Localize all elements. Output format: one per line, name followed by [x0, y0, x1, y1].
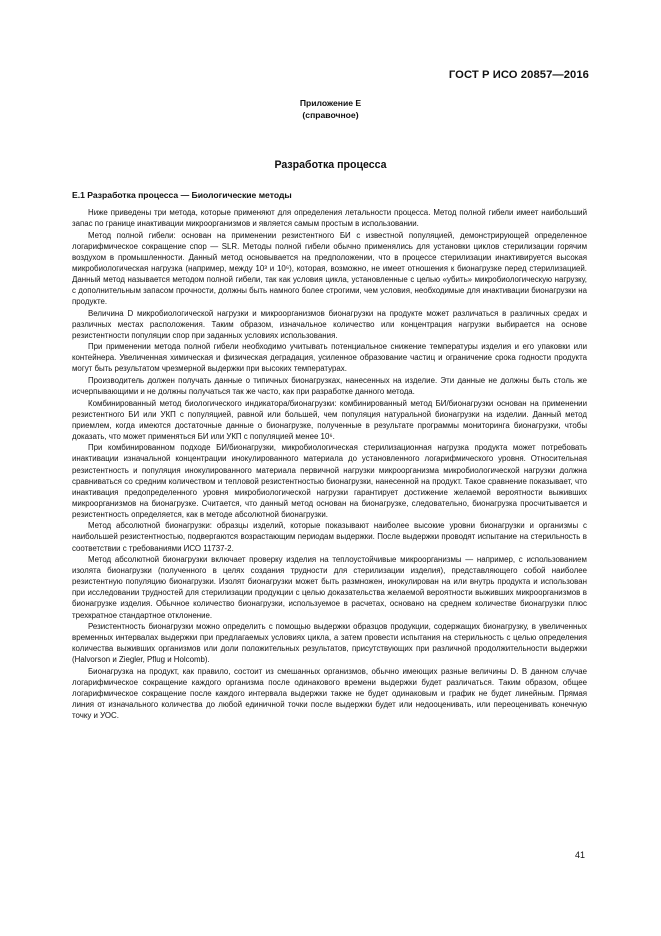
- paragraph: Комбинированный метод биологического индикатора/бионагрузки: комбинированный метод БИ/бионагрузки основан на применении резистентного БИ или УКП с популяцией, равной или большей, чем популяция натуральной бионагрузки на изделии. Данный метод приемлем, когда имеются достаточные данные о бионагрузке, полученные в результате программы мониторинга бионагрузки, чтобы доказать, что может применяться БИ или УКП с популяцией менее 10⁶.: [72, 398, 587, 441]
- annex-title: Приложение Е: [299, 98, 362, 108]
- paragraph: Метод полной гибели: основан на применении резистентного БИ с известной популяцией, демонстрирующей определенное логарифмическое сокращение спор — SLR. Методы полной гибели обычно применялись для установки циклов стерилизации горячим воздухом в промышленности. Данный метод основывается на предположении, что в процессе стерилизации инактивируется высокая микробиологическая нагрузка (например, между 10³ и 10⁶), которая, возможно, не имеет отношения к бионагрузке перед стерилизацией. Данный метод называется методом полной гибели, так как условия цикла, установленные с целью «убить» микробиологическую нагрузку, с дополнительным запасом прочности, должны быть намного более строгими, чем условия, необходимые для инактивации бионагрузки на продукте.: [72, 230, 587, 307]
- annex-type: (справочное): [302, 110, 359, 120]
- paragraph: Метод абсолютной бионагрузки включает проверку изделия на теплоустойчивые микроорганизмы — например, с использованием изолята бионагрузки (полученного в целях создания трудности для стерилизации изделия), представляющего собой наиболее резистентную популяцию бионагрузки. Изолят бионагрузки может быть размножен, инокулирован на или внутрь продукта и использован при исследовании трудностей для стерилизации продукции с целью доказательства желаемой вероятности выживших микроорганизмов в бионагрузке изделия. Обычное количество бионагрузки, используемое в расчетах, основано на среднем количестве бионагрузки плюс трехкратное стандартное отклонение.: [72, 555, 587, 620]
- page-number: 41: [574, 850, 585, 860]
- main-title: Разработка процесса: [274, 159, 387, 171]
- body-text: [72, 207, 587, 721]
- standard-id: ГОСТ Р ИСО 20857—2016: [448, 69, 589, 81]
- paragraph: Бионагрузка на продукт, как правило, состоит из смешанных организмов, обычно имеющих разные величины D. В данном случае логарифмическое сокращение каждого организма после одинакового времени выдержки будет различаться. Таким образом, общее логарифмическое сокращение после каждого интервала выдержки также не будет одинаковым и график не будет линейным. Прямая линия от изначального количества до любой единичной точки после выдержки будет или недооценивать, или переоценивать конечную точку и УОС.: [72, 666, 587, 721]
- paragraph: При комбинированном подходе БИ/бионагрузки, микробиологическая стерилизационная нагрузка продукта может потребовать инактивации изначальной концентрации инокулированного материала до установленного логарифмического уровня. Относительная резистентность и популяция инокулированного материала первичной нагрузки микроорганизма микробиологической нагрузки должна сравниваться со средним количеством и тепловой резистентностью бионагрузки, нанесенной на продукт. Такое сравнение показывает, что инактивация предопределенного уровня микробиологической нагрузки гарантирует достижение желаемой вероятности выживших микроорганизмов на бионагрузке. Считается, что данный метод основан на бионагрузке, следовательно, бионагрузка просчитывается и резистентность определяется, как в методе абсолютной бионагрузки.: [72, 443, 587, 519]
- paragraph: Ниже приведены три метода, которые применяют для определения летальности процесса. Метод полной гибели имеет наибольший запас по границе инактивации микроорганизмов и является самым простым в использовании.: [72, 208, 587, 229]
- section-title: Е.1 Разработка процесса — Биологические методы: [72, 190, 292, 200]
- annex-heading: [0, 97, 661, 121]
- paragraph: Резистентность бионагрузки можно определить с помощью выдержки образцов продукции, содержащих бионагрузку, в увеличенных временных интервалах выдержки при предлагаемых условиях цикла, а затем провести испытания на стерильность с целью определения количества выживших организмов или доли положительных результатов, присутствующих при различной продолжительности выдержки (Halvorson и Ziegler, Pflug и Holcomb).: [72, 621, 587, 665]
- paragraph: При применении метода полной гибели необходимо учитывать потенциальное снижение температуры изделия и его упаковки или контейнера. Увеличенная химическая и физическая деградация, усиленное образование частиц и ограничение срока годности продукта могут быть результатом чрезмерной выдержки при высоких температурах.: [72, 342, 587, 374]
- paragraph: Метод абсолютной бионагрузки: образцы изделий, которые показывают наиболее высокие уровни бионагрузки и организмы с наибольшей резистентностью, подвергаются возрастающим периодам выдержки. После выдержки проводят испытание на стерильность в соответствии с требованиями ИСО 11737-2.: [72, 521, 587, 553]
- paragraph: Производитель должен получать данные о типичных бионагрузках, нанесенных на изделие. Эти данные не должны быть столь же исчерпывающими и не должны получаться так же часто, как при разработке данного метода.: [72, 375, 587, 397]
- paragraph: Величина D микробиологической нагрузки и микроорганизмов бионагрузки на продукте может различаться в различных средах и различных местах расположения. Таким образом, изначальное количество или концентрация нагрузки выбирается на основе резистентности популяции спор при заданных условиях использования.: [72, 308, 587, 340]
